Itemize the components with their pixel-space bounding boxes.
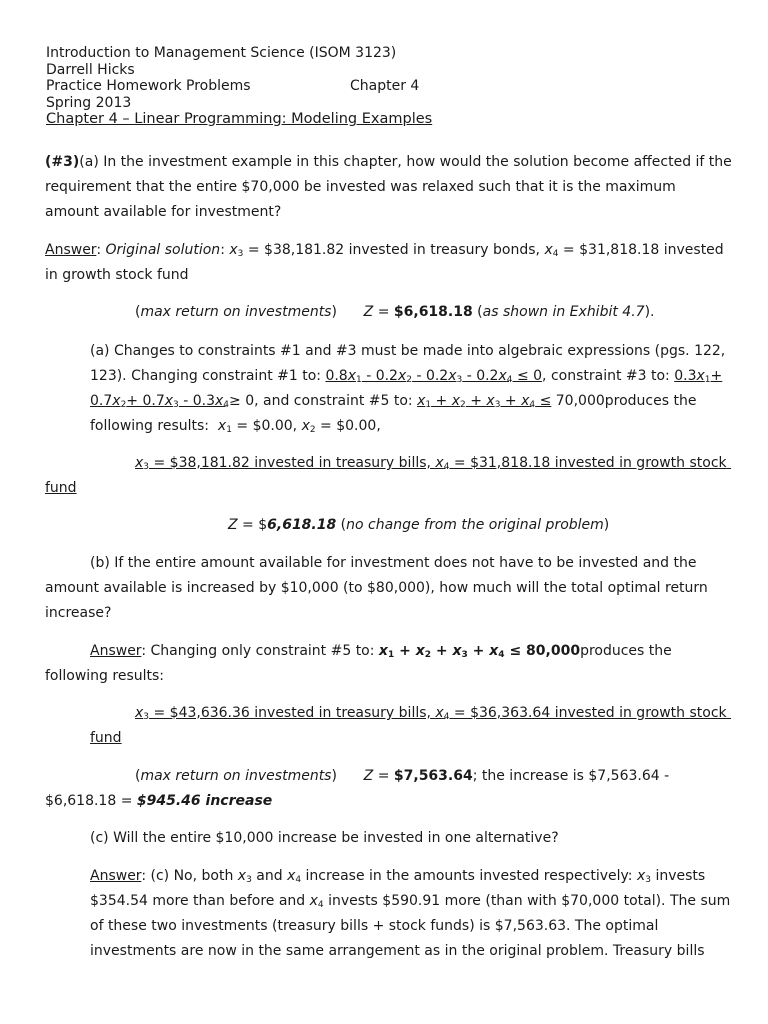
constraint-1: $0.8x_1 - 0.2x_2 - 0.2x_3 - 0.2x_4 \le 0$ xyxy=(325,368,543,385)
constraint-3-start: $0.3x_1+$ xyxy=(674,368,723,385)
part-a-line-1: (a) Changes to constraints #1 and #3 must be made into algebraic expressions (pgs. 122, xyxy=(90,343,726,359)
part-a-line-4: following results: $x_1$ = $0.00, $x_2$ = $0.00, xyxy=(90,418,381,435)
part-c-question: (c) Will the entire $10,000 increase be invested in one alternative? xyxy=(90,830,559,846)
q3-line-1: (#3)(a) In the investment example in this chapter, how would the solution become affected if the xyxy=(45,154,732,170)
part-b-answer-line-2: following results: xyxy=(45,668,165,684)
q3-line-2: requirement that the entire $70,000 be invested was relaxed such that it is the maximum xyxy=(45,179,676,195)
q3-line-3: amount available for investment? xyxy=(45,204,282,220)
chapter-label: Chapter 4 xyxy=(350,78,420,94)
practice-label: Practice Homework Problems xyxy=(46,78,251,94)
answer-original-line-1: Answer: Original solution: $x_3$ = $38,181.82 invested in treasury bonds, $x_4$ = $31,818.18 invested xyxy=(45,242,724,259)
part-b-results-line: $x_3$ = $43,636.36 invested in treasury bills, $x_4$ = $36,363.64 invested in growth stock xyxy=(135,705,727,722)
part-c-answer-line-4: investments are now in the same arrangement as in the original problem. Treasury bills xyxy=(90,943,705,959)
constraint-5-new: $x_1 + x_2 + x_3 + x_4 \le 80,000$ xyxy=(378,643,581,660)
part-c-answer-line-1: Answer: (c) No, both $x_3$ and $x_4$ increase in the amounts invested respectively: $x_3$ invests xyxy=(90,868,706,885)
part-b-increase-line: $6,618.18 = $945.46 increase xyxy=(45,793,273,809)
original-z-line: (max return on investments) Z = $6,618.18 (as shown in Exhibit 4.7). xyxy=(135,304,655,320)
part-a-results-line: $x_3$ = $38,181.82 invested in treasury bills, $x_4$ = $31,818.18 invested in growth stock xyxy=(135,455,727,472)
answer-label: Answer xyxy=(45,242,97,258)
part-b-fund: fund xyxy=(90,730,122,746)
part-a-line-2: 123). Changing constraint #1 to: $0.8x_1 - 0.2x_2 - 0.2x_3 - 0.2x_4 \le 0$, constraint #3 to: $0.3x_1+$ xyxy=(90,368,723,385)
q3-number: (#3) xyxy=(45,154,80,170)
part-a-line-3: $0.7x_2+ 0.7x_3 - 0.3x_4\ge 0$, and constraint #5 to: $x_1 + x_2 + x_3 + x_4$ ≤ 70,000produces the xyxy=(90,393,697,410)
part-c-answer-line-3: of these two investments (treasury bills + stock funds) is $7,563.63. The optimal xyxy=(90,918,659,934)
answer-label: Answer xyxy=(90,643,142,659)
instructor-name: Darrell Hicks xyxy=(46,61,135,78)
term-label: Spring 2013 xyxy=(46,94,132,111)
header-block xyxy=(46,45,432,128)
increase-amount: $945.46 increase xyxy=(136,793,273,809)
part-b-z-line: (max return on investments) Z = $7,563.64; the increase is $7,563.64 - xyxy=(135,768,670,784)
part-b-line-3: increase? xyxy=(45,605,112,621)
part-a-z-line: Z = $6,618.18 (no change from the original problem) xyxy=(228,517,610,533)
course-title: Introduction to Management Science (ISOM 3123) xyxy=(46,45,397,61)
constraint-3-end: $0.7x_2+ 0.7x_3 - 0.3x_4$ xyxy=(90,393,230,410)
answer-label: Answer xyxy=(90,868,142,884)
document-title: Chapter 4 – Linear Programming: Modeling Examples xyxy=(46,111,433,127)
part-c-answer-line-2: $354.54 more than before and $x_4$ invests $590.91 more (than with $70,000 total). The sum xyxy=(90,893,731,910)
part-b-answer-line-1: Answer: Changing only constraint #5 to: $x_1 + x_2 + x_3 + x_4$ ≤ 80,000produces the xyxy=(90,643,672,660)
answer-original-line-2: in growth stock fund xyxy=(45,267,189,283)
part-b-line-2: amount available is increased by $10,000 (to $80,000), how much will the total optimal return xyxy=(45,580,708,596)
constraint-5: $x_1 + x_2 + x_3 + x_4$ ≤ xyxy=(417,393,552,410)
part-b-line-1: (b) If the entire amount available for investment does not have to be invested and the xyxy=(90,555,697,571)
part-a-fund: fund xyxy=(45,480,77,496)
